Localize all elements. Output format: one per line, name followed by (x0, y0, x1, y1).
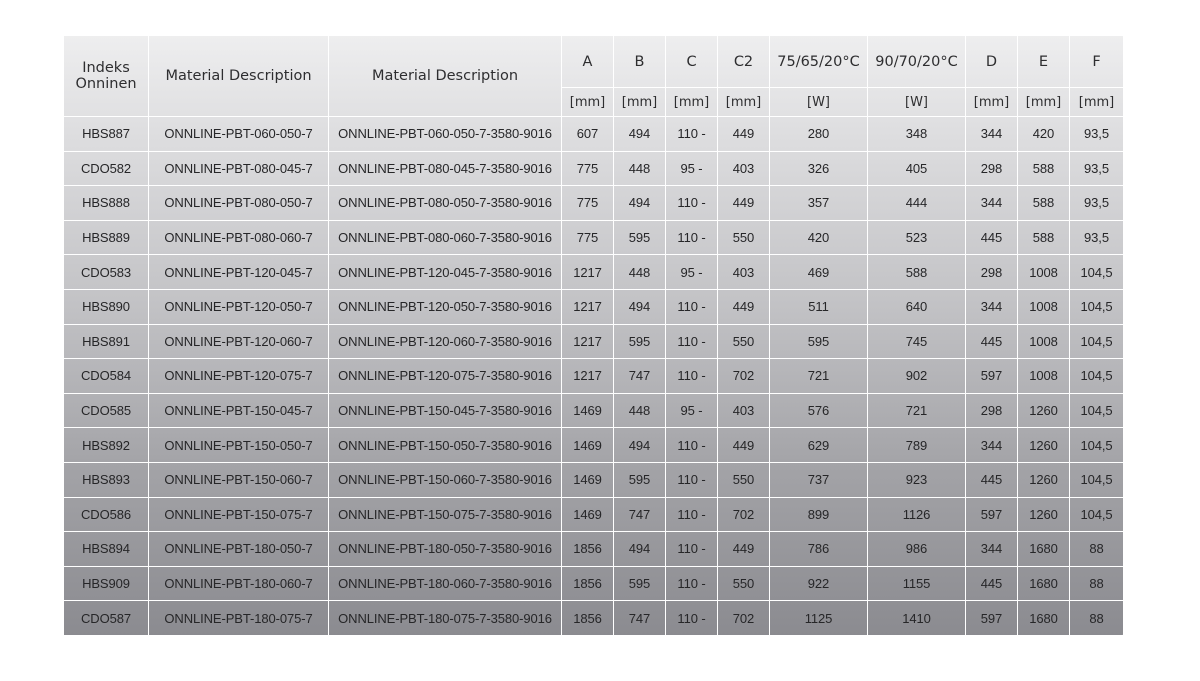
unit-col-f: [mm] (1070, 88, 1124, 117)
d-cell: 445 (966, 324, 1018, 359)
output-75-65-20-cell: 326 (770, 151, 868, 186)
d-cell: 344 (966, 428, 1018, 463)
output-75-65-20-cell: 922 (770, 566, 868, 601)
d-cell: 597 (966, 601, 1018, 636)
a-cell: 607 (562, 117, 614, 152)
b-cell: 595 (614, 462, 666, 497)
e-cell: 1260 (1018, 393, 1070, 428)
table-row (64, 151, 1124, 186)
c-cell: 110 - (666, 497, 718, 532)
f-cell: 104,5 (1070, 497, 1124, 532)
a-cell: 1856 (562, 601, 614, 636)
a-cell: 1469 (562, 497, 614, 532)
c-cell: 110 - (666, 186, 718, 221)
header-col-90-70-20: 90/70/20°C (868, 36, 966, 88)
c-cell: 110 - (666, 220, 718, 255)
material-description-full-cell: ONNLINE-PBT-120-060-7-3580-9016 (329, 324, 562, 359)
c-cell: 110 - (666, 289, 718, 324)
material-description-full-cell: ONNLINE-PBT-150-045-7-3580-9016 (329, 393, 562, 428)
b-cell: 494 (614, 186, 666, 221)
f-cell: 88 (1070, 601, 1124, 636)
c2-cell: 550 (718, 566, 770, 601)
e-cell: 1008 (1018, 289, 1070, 324)
e-cell: 1260 (1018, 497, 1070, 532)
output-75-65-20-cell: 629 (770, 428, 868, 463)
c-cell: 95 - (666, 151, 718, 186)
header-col-b: B (614, 36, 666, 88)
header-col-f: F (1070, 36, 1124, 88)
material-description-full-cell: ONNLINE-PBT-120-075-7-3580-9016 (329, 359, 562, 394)
output-90-70-20-cell: 348 (868, 117, 966, 152)
material-description-full-cell: ONNLINE-PBT-120-050-7-3580-9016 (329, 289, 562, 324)
d-cell: 344 (966, 289, 1018, 324)
c2-cell: 702 (718, 601, 770, 636)
c-cell: 110 - (666, 117, 718, 152)
output-90-70-20-cell: 1410 (868, 601, 966, 636)
c2-cell: 550 (718, 462, 770, 497)
c2-cell: 449 (718, 532, 770, 567)
material-description-cell: ONNLINE-PBT-080-045-7 (149, 151, 329, 186)
c2-cell: 403 (718, 393, 770, 428)
material-description-cell: ONNLINE-PBT-150-060-7 (149, 462, 329, 497)
table-row (64, 117, 1124, 152)
a-cell: 775 (562, 186, 614, 221)
material-description-full-cell: ONNLINE-PBT-180-075-7-3580-9016 (329, 601, 562, 636)
e-cell: 420 (1018, 117, 1070, 152)
table-row (64, 359, 1124, 394)
output-75-65-20-cell: 420 (770, 220, 868, 255)
f-cell: 88 (1070, 566, 1124, 601)
c2-cell: 449 (718, 186, 770, 221)
table-row (64, 186, 1124, 221)
output-75-65-20-cell: 595 (770, 324, 868, 359)
f-cell: 104,5 (1070, 324, 1124, 359)
table-row (64, 255, 1124, 290)
a-cell: 1856 (562, 566, 614, 601)
material-description-cell: ONNLINE-PBT-060-050-7 (149, 117, 329, 152)
e-cell: 1260 (1018, 462, 1070, 497)
f-cell: 93,5 (1070, 220, 1124, 255)
b-cell: 747 (614, 359, 666, 394)
table-body (64, 117, 1124, 636)
output-75-65-20-cell: 357 (770, 186, 868, 221)
c-cell: 110 - (666, 566, 718, 601)
a-cell: 1469 (562, 393, 614, 428)
material-description-cell: ONNLINE-PBT-120-050-7 (149, 289, 329, 324)
d-cell: 298 (966, 151, 1018, 186)
material-description-full-cell: ONNLINE-PBT-150-075-7-3580-9016 (329, 497, 562, 532)
output-75-65-20-cell: 1125 (770, 601, 868, 636)
header-index-onninen (64, 36, 149, 117)
c2-cell: 702 (718, 497, 770, 532)
d-cell: 298 (966, 393, 1018, 428)
d-cell: 445 (966, 566, 1018, 601)
index-cell: CDO586 (64, 497, 149, 532)
c-cell: 95 - (666, 255, 718, 290)
material-description-cell: ONNLINE-PBT-180-050-7 (149, 532, 329, 567)
e-cell: 588 (1018, 220, 1070, 255)
d-cell: 445 (966, 462, 1018, 497)
f-cell: 104,5 (1070, 255, 1124, 290)
material-description-full-cell: ONNLINE-PBT-080-060-7-3580-9016 (329, 220, 562, 255)
output-75-65-20-cell: 737 (770, 462, 868, 497)
e-cell: 1680 (1018, 532, 1070, 567)
b-cell: 747 (614, 497, 666, 532)
unit-col-b: [mm] (614, 88, 666, 117)
c2-cell: 550 (718, 220, 770, 255)
header-col-c2: C2 (718, 36, 770, 88)
header-row (64, 36, 1124, 88)
index-cell: HBS888 (64, 186, 149, 221)
c-cell: 110 - (666, 359, 718, 394)
b-cell: 747 (614, 601, 666, 636)
table-row (64, 324, 1124, 359)
b-cell: 494 (614, 117, 666, 152)
e-cell: 1008 (1018, 324, 1070, 359)
index-cell: CDO584 (64, 359, 149, 394)
header-index-line2: Onninen (75, 76, 137, 92)
material-description-cell: ONNLINE-PBT-080-060-7 (149, 220, 329, 255)
c-cell: 110 - (666, 601, 718, 636)
e-cell: 1260 (1018, 428, 1070, 463)
unit-col-d: [mm] (966, 88, 1018, 117)
a-cell: 775 (562, 220, 614, 255)
material-description-cell: ONNLINE-PBT-120-045-7 (149, 255, 329, 290)
output-90-70-20-cell: 902 (868, 359, 966, 394)
c-cell: 110 - (666, 428, 718, 463)
e-cell: 1008 (1018, 359, 1070, 394)
header-material-description-2: Material Description (329, 36, 562, 117)
b-cell: 494 (614, 532, 666, 567)
material-description-full-cell: ONNLINE-PBT-120-045-7-3580-9016 (329, 255, 562, 290)
output-75-65-20-cell: 576 (770, 393, 868, 428)
output-75-65-20-cell: 899 (770, 497, 868, 532)
index-cell: HBS892 (64, 428, 149, 463)
material-description-cell: ONNLINE-PBT-120-075-7 (149, 359, 329, 394)
c2-cell: 449 (718, 117, 770, 152)
material-description-cell: ONNLINE-PBT-150-050-7 (149, 428, 329, 463)
e-cell: 1008 (1018, 255, 1070, 290)
table-row (64, 393, 1124, 428)
material-description-cell: ONNLINE-PBT-120-060-7 (149, 324, 329, 359)
unit-col-e: [mm] (1018, 88, 1070, 117)
header-col-75-65-20: 75/65/20°C (770, 36, 868, 88)
f-cell: 88 (1070, 532, 1124, 567)
index-cell: CDO585 (64, 393, 149, 428)
f-cell: 93,5 (1070, 117, 1124, 152)
b-cell: 494 (614, 289, 666, 324)
index-cell: HBS894 (64, 532, 149, 567)
d-cell: 344 (966, 186, 1018, 221)
b-cell: 448 (614, 255, 666, 290)
index-cell: HBS891 (64, 324, 149, 359)
a-cell: 1856 (562, 532, 614, 567)
output-75-65-20-cell: 786 (770, 532, 868, 567)
material-description-full-cell: ONNLINE-PBT-080-045-7-3580-9016 (329, 151, 562, 186)
c2-cell: 449 (718, 428, 770, 463)
e-cell: 1680 (1018, 566, 1070, 601)
material-description-full-cell: ONNLINE-PBT-080-050-7-3580-9016 (329, 186, 562, 221)
output-90-70-20-cell: 405 (868, 151, 966, 186)
product-spec-table (63, 35, 1124, 636)
output-90-70-20-cell: 923 (868, 462, 966, 497)
header-col-e: E (1018, 36, 1070, 88)
c-cell: 110 - (666, 324, 718, 359)
c-cell: 110 - (666, 532, 718, 567)
output-90-70-20-cell: 640 (868, 289, 966, 324)
a-cell: 1217 (562, 359, 614, 394)
output-75-65-20-cell: 469 (770, 255, 868, 290)
index-cell: HBS887 (64, 117, 149, 152)
output-90-70-20-cell: 986 (868, 532, 966, 567)
e-cell: 588 (1018, 186, 1070, 221)
output-90-70-20-cell: 588 (868, 255, 966, 290)
c2-cell: 403 (718, 255, 770, 290)
material-description-full-cell: ONNLINE-PBT-180-060-7-3580-9016 (329, 566, 562, 601)
output-90-70-20-cell: 721 (868, 393, 966, 428)
header-index-line1: Indeks (82, 60, 130, 76)
header-col-c: C (666, 36, 718, 88)
material-description-cell: ONNLINE-PBT-180-060-7 (149, 566, 329, 601)
output-75-65-20-cell: 721 (770, 359, 868, 394)
b-cell: 595 (614, 566, 666, 601)
c2-cell: 403 (718, 151, 770, 186)
f-cell: 104,5 (1070, 289, 1124, 324)
e-cell: 1680 (1018, 601, 1070, 636)
material-description-full-cell: ONNLINE-PBT-060-050-7-3580-9016 (329, 117, 562, 152)
header-col-a: A (562, 36, 614, 88)
d-cell: 597 (966, 359, 1018, 394)
unit-col-90-70-20: [W] (868, 88, 966, 117)
index-cell: HBS893 (64, 462, 149, 497)
material-description-cell: ONNLINE-PBT-180-075-7 (149, 601, 329, 636)
table-header (64, 36, 1124, 117)
table-row (64, 428, 1124, 463)
a-cell: 1217 (562, 324, 614, 359)
product-spec-table-panel (63, 35, 1123, 636)
f-cell: 104,5 (1070, 359, 1124, 394)
b-cell: 448 (614, 393, 666, 428)
output-90-70-20-cell: 745 (868, 324, 966, 359)
c2-cell: 702 (718, 359, 770, 394)
b-cell: 448 (614, 151, 666, 186)
output-75-65-20-cell: 280 (770, 117, 868, 152)
table-row (64, 220, 1124, 255)
header-col-d: D (966, 36, 1018, 88)
output-90-70-20-cell: 1155 (868, 566, 966, 601)
index-cell: CDO583 (64, 255, 149, 290)
table-row (64, 289, 1124, 324)
unit-col-75-65-20: [W] (770, 88, 868, 117)
output-90-70-20-cell: 789 (868, 428, 966, 463)
d-cell: 344 (966, 532, 1018, 567)
output-90-70-20-cell: 1126 (868, 497, 966, 532)
a-cell: 775 (562, 151, 614, 186)
index-cell: HBS889 (64, 220, 149, 255)
unit-col-c: [mm] (666, 88, 718, 117)
f-cell: 104,5 (1070, 428, 1124, 463)
material-description-full-cell: ONNLINE-PBT-150-060-7-3580-9016 (329, 462, 562, 497)
b-cell: 595 (614, 220, 666, 255)
c2-cell: 449 (718, 289, 770, 324)
output-90-70-20-cell: 444 (868, 186, 966, 221)
f-cell: 93,5 (1070, 151, 1124, 186)
d-cell: 597 (966, 497, 1018, 532)
material-description-full-cell: ONNLINE-PBT-180-050-7-3580-9016 (329, 532, 562, 567)
material-description-full-cell: ONNLINE-PBT-150-050-7-3580-9016 (329, 428, 562, 463)
table-row (64, 497, 1124, 532)
a-cell: 1469 (562, 462, 614, 497)
material-description-cell: ONNLINE-PBT-150-075-7 (149, 497, 329, 532)
table-row (64, 462, 1124, 497)
table-row (64, 601, 1124, 636)
material-description-cell: ONNLINE-PBT-080-050-7 (149, 186, 329, 221)
a-cell: 1217 (562, 255, 614, 290)
index-cell: HBS909 (64, 566, 149, 601)
header-material-description-1: Material Description (149, 36, 329, 117)
table-row (64, 566, 1124, 601)
e-cell: 588 (1018, 151, 1070, 186)
a-cell: 1469 (562, 428, 614, 463)
f-cell: 104,5 (1070, 462, 1124, 497)
f-cell: 93,5 (1070, 186, 1124, 221)
output-90-70-20-cell: 523 (868, 220, 966, 255)
output-75-65-20-cell: 511 (770, 289, 868, 324)
index-cell: CDO587 (64, 601, 149, 636)
table-row (64, 532, 1124, 567)
index-cell: CDO582 (64, 151, 149, 186)
b-cell: 494 (614, 428, 666, 463)
c2-cell: 550 (718, 324, 770, 359)
d-cell: 344 (966, 117, 1018, 152)
unit-col-c2: [mm] (718, 88, 770, 117)
c-cell: 110 - (666, 462, 718, 497)
d-cell: 298 (966, 255, 1018, 290)
b-cell: 595 (614, 324, 666, 359)
a-cell: 1217 (562, 289, 614, 324)
d-cell: 445 (966, 220, 1018, 255)
index-cell: HBS890 (64, 289, 149, 324)
f-cell: 104,5 (1070, 393, 1124, 428)
unit-col-a: [mm] (562, 88, 614, 117)
c-cell: 95 - (666, 393, 718, 428)
material-description-cell: ONNLINE-PBT-150-045-7 (149, 393, 329, 428)
